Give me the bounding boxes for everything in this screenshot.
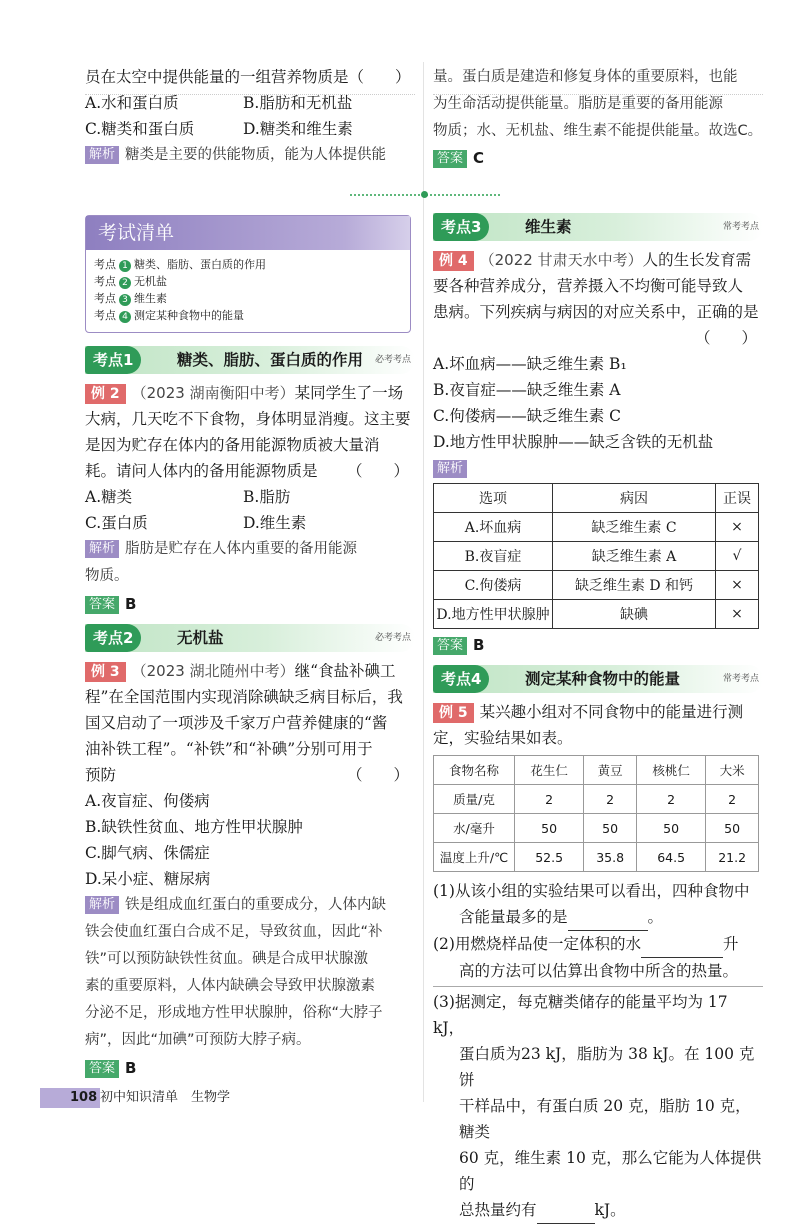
ex2-jiexi: [85, 536, 415, 563]
q-text: kJ。: [594, 1201, 626, 1219]
jiexi-text: 铁”可以预防缺铁性贫血。碘是合成甲状腺激: [85, 951, 369, 967]
jiexi-text: 素的重要原料，人体内缺碘会导致甲状腺激素: [85, 978, 375, 994]
table-cell: 21.2: [706, 843, 759, 872]
ex-stem-line: 要各种营养成分，营养摄入不均衡可能导致人: [433, 277, 744, 295]
q-text: 含能量最多的是: [459, 908, 568, 926]
q-text: 总热量约有: [459, 1201, 537, 1219]
question-2: [433, 931, 763, 958]
ex-text: 人的生长发育需: [642, 251, 752, 269]
ex3-jiexi: [85, 892, 415, 919]
table-header: 食物名称: [434, 756, 515, 785]
checklist-title: 考试清单: [86, 216, 410, 250]
prev-options: [85, 90, 415, 142]
prev-jiexi: [85, 142, 415, 169]
answer-paren: （ ）: [346, 766, 409, 784]
table-header: 正误: [716, 484, 759, 513]
ex-stem-line: [85, 458, 415, 484]
prev-stem: 员在太空中提供能量的一组营养物质是（ ）: [85, 68, 411, 86]
option: D.维生素: [243, 514, 307, 532]
table-cell: 缺乏维生素 C: [553, 513, 716, 542]
exam-checklist: [85, 215, 411, 333]
answer-paren: （ ）: [346, 462, 409, 480]
example-tag: 例 5: [433, 703, 474, 723]
question-3-box: [433, 986, 763, 1224]
table-cell: 2: [706, 785, 759, 814]
option: D.地方性甲状腺肿——缺乏含铁的无机盐: [433, 433, 714, 451]
question-2-cont: 高的方法可以估算出食物中所含的热量。: [459, 962, 739, 980]
table-row: [434, 814, 759, 843]
table-cell: C.佝偻病: [434, 571, 553, 600]
table-row: [434, 513, 759, 542]
table-cell: √: [716, 542, 759, 571]
question-3-cont: 蛋白质为23 kJ，脂肪为 38 kJ。在 100 克饼: [459, 1045, 755, 1089]
checklist-text: 测定某种食物中的能量: [134, 309, 244, 322]
table-cell: ×: [716, 600, 759, 629]
section-note: 常考考点: [722, 222, 759, 232]
example-3: [85, 658, 415, 1082]
table-cell: 2: [515, 785, 584, 814]
section-title: 无机盐: [177, 629, 224, 647]
ex2-answer: [85, 590, 415, 618]
checklist-item: [86, 290, 410, 307]
option: A.夜盲症、佝偻病: [85, 792, 210, 810]
table-cell: 50: [636, 814, 705, 843]
ex-stem-line: [85, 658, 415, 684]
option: C.佝偻病——缺乏维生素 C: [433, 407, 622, 425]
table-header: 选项: [434, 484, 553, 513]
table-row: [434, 785, 759, 814]
table-cell: ×: [716, 513, 759, 542]
ex-stem-line: [433, 325, 763, 351]
ex4-answer: [433, 631, 763, 659]
table-cell: 50: [584, 814, 637, 843]
checklist-num: 3: [119, 294, 131, 306]
ex4-jiexi: [433, 455, 763, 481]
ex-source: （2023 湖南衡阳中考）: [131, 384, 295, 402]
ex5-table: [433, 755, 759, 872]
option: B.脂肪和无机盐: [243, 94, 353, 112]
table-cell: 52.5: [515, 843, 584, 872]
prev-question-left: [85, 64, 415, 169]
answer-paren: （ ）: [694, 329, 757, 347]
jiexi-tag: 解析: [433, 460, 467, 478]
ex-stem-line: [85, 762, 415, 788]
option: A.糖类: [85, 488, 133, 506]
option: A.坏血病——缺乏维生素 B₁: [433, 355, 627, 373]
answer-tag: 答案: [433, 150, 467, 168]
question-3: (3)据测定，每克糖类储存的能量平均为 17 kJ，: [433, 993, 728, 1037]
section-title: 测定某种食物中的能量: [525, 670, 681, 688]
ex-stem-line: [85, 380, 415, 406]
option: D.糖类和维生素: [243, 120, 353, 138]
prev-answer: [433, 145, 763, 171]
ex4-table: [433, 483, 759, 629]
question-1: (1)从该小组的实验结果可以看出，四种食物中: [433, 882, 750, 900]
table-header: 病因: [553, 484, 716, 513]
table-row: [434, 571, 759, 600]
ex-stem-line: 国又启动了一项涉及千家万户营养健康的“酱: [85, 714, 388, 732]
ex-stem-line: [433, 247, 763, 273]
table-cell: 50: [706, 814, 759, 843]
checklist-text: 糖类、脂肪、蛋白质的作用: [134, 258, 266, 271]
jiexi-text: 物质。: [85, 568, 129, 584]
ex-stem-line: 大病，几天吃不下食物，身体明显消瘦。这主要: [85, 410, 411, 428]
jiexi-text: 病”，因此“加碘”可预防大脖子病。: [85, 1032, 311, 1048]
ex-text: 某同学生了一场: [294, 384, 404, 402]
prev-jiexi-cont: 为生命活动提供能量。脂肪是重要的备用能源: [433, 96, 723, 112]
table-cell: 缺碘: [553, 600, 716, 629]
table-cell: D.地方性甲状腺肿: [434, 600, 553, 629]
table-header-row: [434, 484, 759, 513]
option: D.呆小症、糖尿病: [85, 870, 211, 888]
example-2: [85, 380, 415, 618]
table-header: 大米: [706, 756, 759, 785]
checklist-prefix: 考点: [94, 309, 116, 322]
table-header: 核桃仁: [636, 756, 705, 785]
jiexi-text: 脂肪是贮存在人体内重要的备用能源: [125, 541, 358, 557]
answer-value: B: [473, 636, 485, 654]
example-tag: 例 4: [433, 251, 474, 271]
ex3-answer: [85, 1054, 415, 1082]
jiexi-tag: 解析: [85, 896, 119, 914]
checklist-text: 维生素: [134, 292, 167, 305]
checklist-num: 2: [119, 277, 131, 289]
table-cell: A.坏血病: [434, 513, 553, 542]
option: A.水和蛋白质: [85, 94, 179, 112]
answer-value: C: [473, 149, 485, 167]
checklist-item: [86, 307, 410, 324]
table-cell: 35.8: [584, 843, 637, 872]
section-header-2: [85, 624, 415, 652]
option: C.糖类和蛋白质: [85, 120, 195, 138]
checklist-prefix: 考点: [94, 292, 116, 305]
ex-source: （2022 甘肃天水中考）: [479, 251, 643, 269]
ex2-options: [85, 484, 415, 536]
option: B.脂肪: [243, 488, 291, 506]
ex-text: 耗。请问人体内的备用能源物质是: [85, 462, 318, 480]
question-1-cont: [433, 904, 763, 931]
checklist-num: 1: [119, 260, 131, 272]
book-title: 初中知识清单 生物学: [100, 1090, 231, 1105]
page-number: 108: [70, 1090, 98, 1105]
column-divider: [423, 62, 424, 1102]
table-header-row: [434, 756, 759, 785]
left-column: [85, 346, 415, 1082]
ex-stem-line: 是因为贮存在体内的备用能源物质被大量消: [85, 436, 380, 454]
table-cell: 缺乏维生素 D 和钙: [553, 571, 716, 600]
table-row: [434, 600, 759, 629]
answer-blank[interactable]: [641, 931, 723, 958]
ex-stem-line: [433, 699, 763, 725]
divider-dot: [421, 191, 428, 198]
ex-text: 预防: [85, 766, 117, 784]
option: C.蛋白质: [85, 514, 148, 532]
table-cell: ×: [716, 571, 759, 600]
answer-blank[interactable]: [568, 904, 648, 931]
jiexi-tag: 解析: [85, 146, 119, 164]
section-header-3: [433, 213, 763, 241]
jiexi-text: 分泌不足，形成地方性甲状腺肿，俗称“大脖子: [85, 1005, 383, 1021]
section-header-1: [85, 346, 415, 374]
section-title: 维生素: [525, 218, 572, 236]
answer-tag: 答案: [85, 1060, 119, 1078]
jiexi-tag: 解析: [85, 540, 119, 558]
section-badge: 考点3: [433, 213, 489, 241]
example-4: [433, 247, 763, 659]
checklist-item: [86, 256, 410, 273]
table-cell: 温度上升/℃: [434, 843, 515, 872]
table-cell: 缺乏维生素 A: [553, 542, 716, 571]
option: B.缺铁性贫血、地方性甲状腺肿: [85, 818, 303, 836]
question-3-cont: 干样品中，有蛋白质 20 克，脂肪 10 克，糖类: [459, 1097, 751, 1141]
q-text: 。: [647, 908, 664, 926]
example-tag: 例 2: [85, 384, 126, 404]
section-note: 必考考点: [374, 355, 411, 365]
answer-value: B: [125, 595, 137, 613]
example-tag: 例 3: [85, 662, 126, 682]
section-header-4: [433, 665, 763, 693]
answer-tag: 答案: [433, 637, 467, 655]
section-badge: 考点2: [85, 624, 141, 652]
section-title: 糖类、脂肪、蛋白质的作用: [177, 351, 364, 369]
checklist-item: [86, 273, 410, 290]
section-note: 常考考点: [722, 674, 759, 684]
checklist-prefix: 考点: [94, 275, 116, 288]
prev-jiexi-cont: 物质；水、无机盐、维生素不能提供能量。故选C。: [433, 123, 763, 139]
jiexi-text: 铁会使血红蛋白合成不足，导致贫血，因此“补: [85, 924, 383, 940]
option: B.夜盲症——缺乏维生素 A: [433, 381, 621, 399]
section-note: 必考考点: [374, 633, 411, 643]
answer-tag: 答案: [85, 596, 119, 614]
ex-stem-line: 定，实验结果如表。: [433, 729, 573, 747]
question-3-cont: 60 克，维生素 10 克，那么它能为人体提供的: [459, 1149, 762, 1193]
answer-blank[interactable]: [537, 1197, 595, 1224]
table-row: [434, 542, 759, 571]
ex-source: （2023 湖北随州中考）: [131, 662, 295, 680]
table-cell: 2: [584, 785, 637, 814]
table-cell: 质量/克: [434, 785, 515, 814]
checklist-num: 4: [119, 311, 131, 323]
table-cell: B.夜盲症: [434, 542, 553, 571]
section-badge: 考点4: [433, 665, 489, 693]
ex-stem-line: 患病。下列疾病与病因的对应关系中，正确的是: [433, 303, 759, 321]
ex-text: 某兴趣小组对不同食物中的能量进行测: [479, 703, 744, 721]
option: C.脚气病、侏儒症: [85, 844, 210, 862]
q-text: 升: [722, 935, 739, 953]
jiexi-text: 铁是组成血红蛋白的重要成分，人体内缺: [125, 897, 387, 913]
ex-text: 继“食盐补碘工: [294, 662, 396, 680]
jiexi-text: 糖类是主要的供能物质，能为人体提供能: [125, 147, 387, 163]
table-row: [434, 843, 759, 872]
section-badge: 考点1: [85, 346, 141, 374]
table-header: 黄豆: [584, 756, 637, 785]
ex5-questions: [433, 878, 763, 1224]
table-cell: 50: [515, 814, 584, 843]
prev-question-right: [433, 64, 763, 171]
right-column: [433, 213, 763, 1224]
q-text: (2)用燃烧样品使一定体积的水: [433, 935, 641, 953]
ex-stem-line: 油补铁工程”。“补铁”和“补碘”分别可用于: [85, 740, 373, 758]
question-3-cont: [433, 1197, 763, 1224]
ex-stem-line: 程”在全国范围内实现消除碘缺乏病目标后，我: [85, 688, 403, 706]
example-5: [433, 699, 763, 1224]
table-header: 花生仁: [515, 756, 584, 785]
prev-jiexi-cont: 量。蛋白质是建造和修复身体的重要原料，也能: [433, 69, 738, 85]
checklist-text: 无机盐: [134, 275, 167, 288]
table-cell: 64.5: [636, 843, 705, 872]
answer-value: B: [125, 1059, 137, 1077]
table-cell: 水/毫升: [434, 814, 515, 843]
checklist-prefix: 考点: [94, 258, 116, 271]
table-cell: 2: [636, 785, 705, 814]
